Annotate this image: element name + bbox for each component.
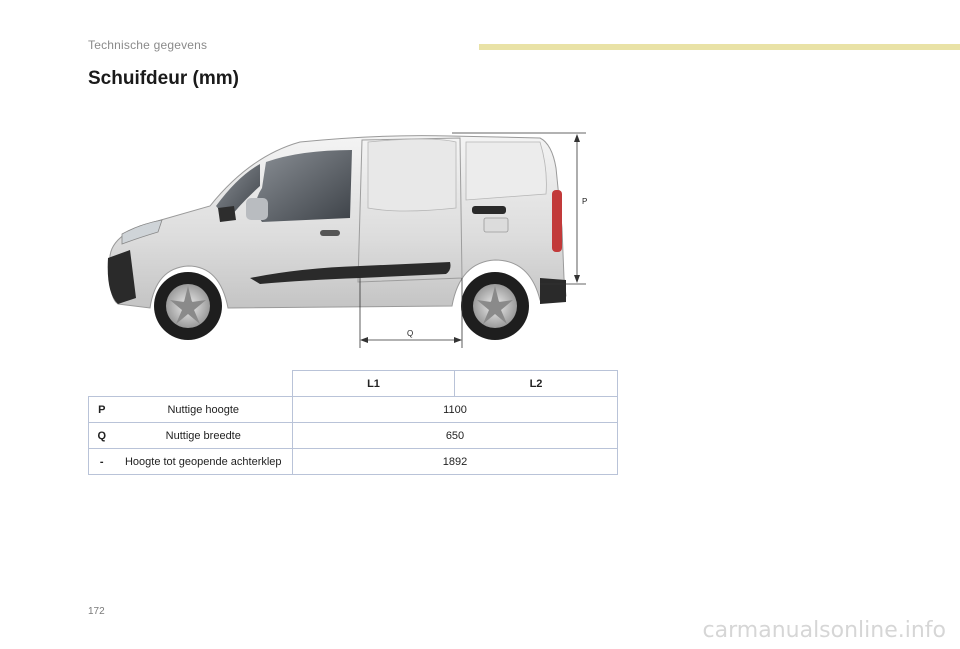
table-row — [89, 397, 618, 423]
table-row — [89, 423, 618, 449]
row-description: Nuttige breedte — [115, 423, 293, 449]
row-description: Nuttige hoogte — [115, 397, 293, 423]
row-value: 1892 — [293, 449, 618, 475]
column-header-l2: L2 — [455, 371, 618, 397]
row-code: Q — [89, 423, 115, 449]
door-panel — [368, 139, 456, 211]
front-door-handle — [320, 230, 340, 236]
row-description: Hoogte tot geopende achterklep — [115, 449, 293, 475]
van-illustration — [100, 128, 600, 358]
fuel-flap — [484, 218, 508, 232]
column-header-l1: L1 — [293, 371, 455, 397]
side-window — [256, 150, 352, 222]
dim-p-label: P — [582, 197, 588, 206]
page-number: 172 — [88, 606, 105, 617]
row-value: 1100 — [293, 397, 618, 423]
watermark: carmanualsonline.info — [702, 618, 946, 643]
van-diagram — [100, 128, 600, 358]
side-mirror — [218, 206, 236, 222]
row-value: 650 — [293, 423, 618, 449]
rear-panel — [466, 142, 546, 200]
rear-wheel — [461, 272, 529, 340]
page-title: Schuifdeur (mm) — [88, 68, 239, 89]
rear-bumper — [540, 278, 566, 304]
dimensions-table — [88, 370, 618, 475]
front-wheel — [154, 272, 222, 340]
table-header-row — [89, 371, 618, 397]
seat — [246, 198, 268, 220]
section-header: Technische gegevens — [88, 38, 208, 52]
header-accent-bar — [479, 44, 960, 50]
row-code: - — [89, 449, 115, 475]
row-code: P — [89, 397, 115, 423]
table-row — [89, 449, 618, 475]
dim-q-label: Q — [407, 329, 414, 338]
rear-lamp — [552, 190, 562, 252]
rear-handle — [472, 206, 506, 214]
table-corner — [89, 371, 293, 397]
